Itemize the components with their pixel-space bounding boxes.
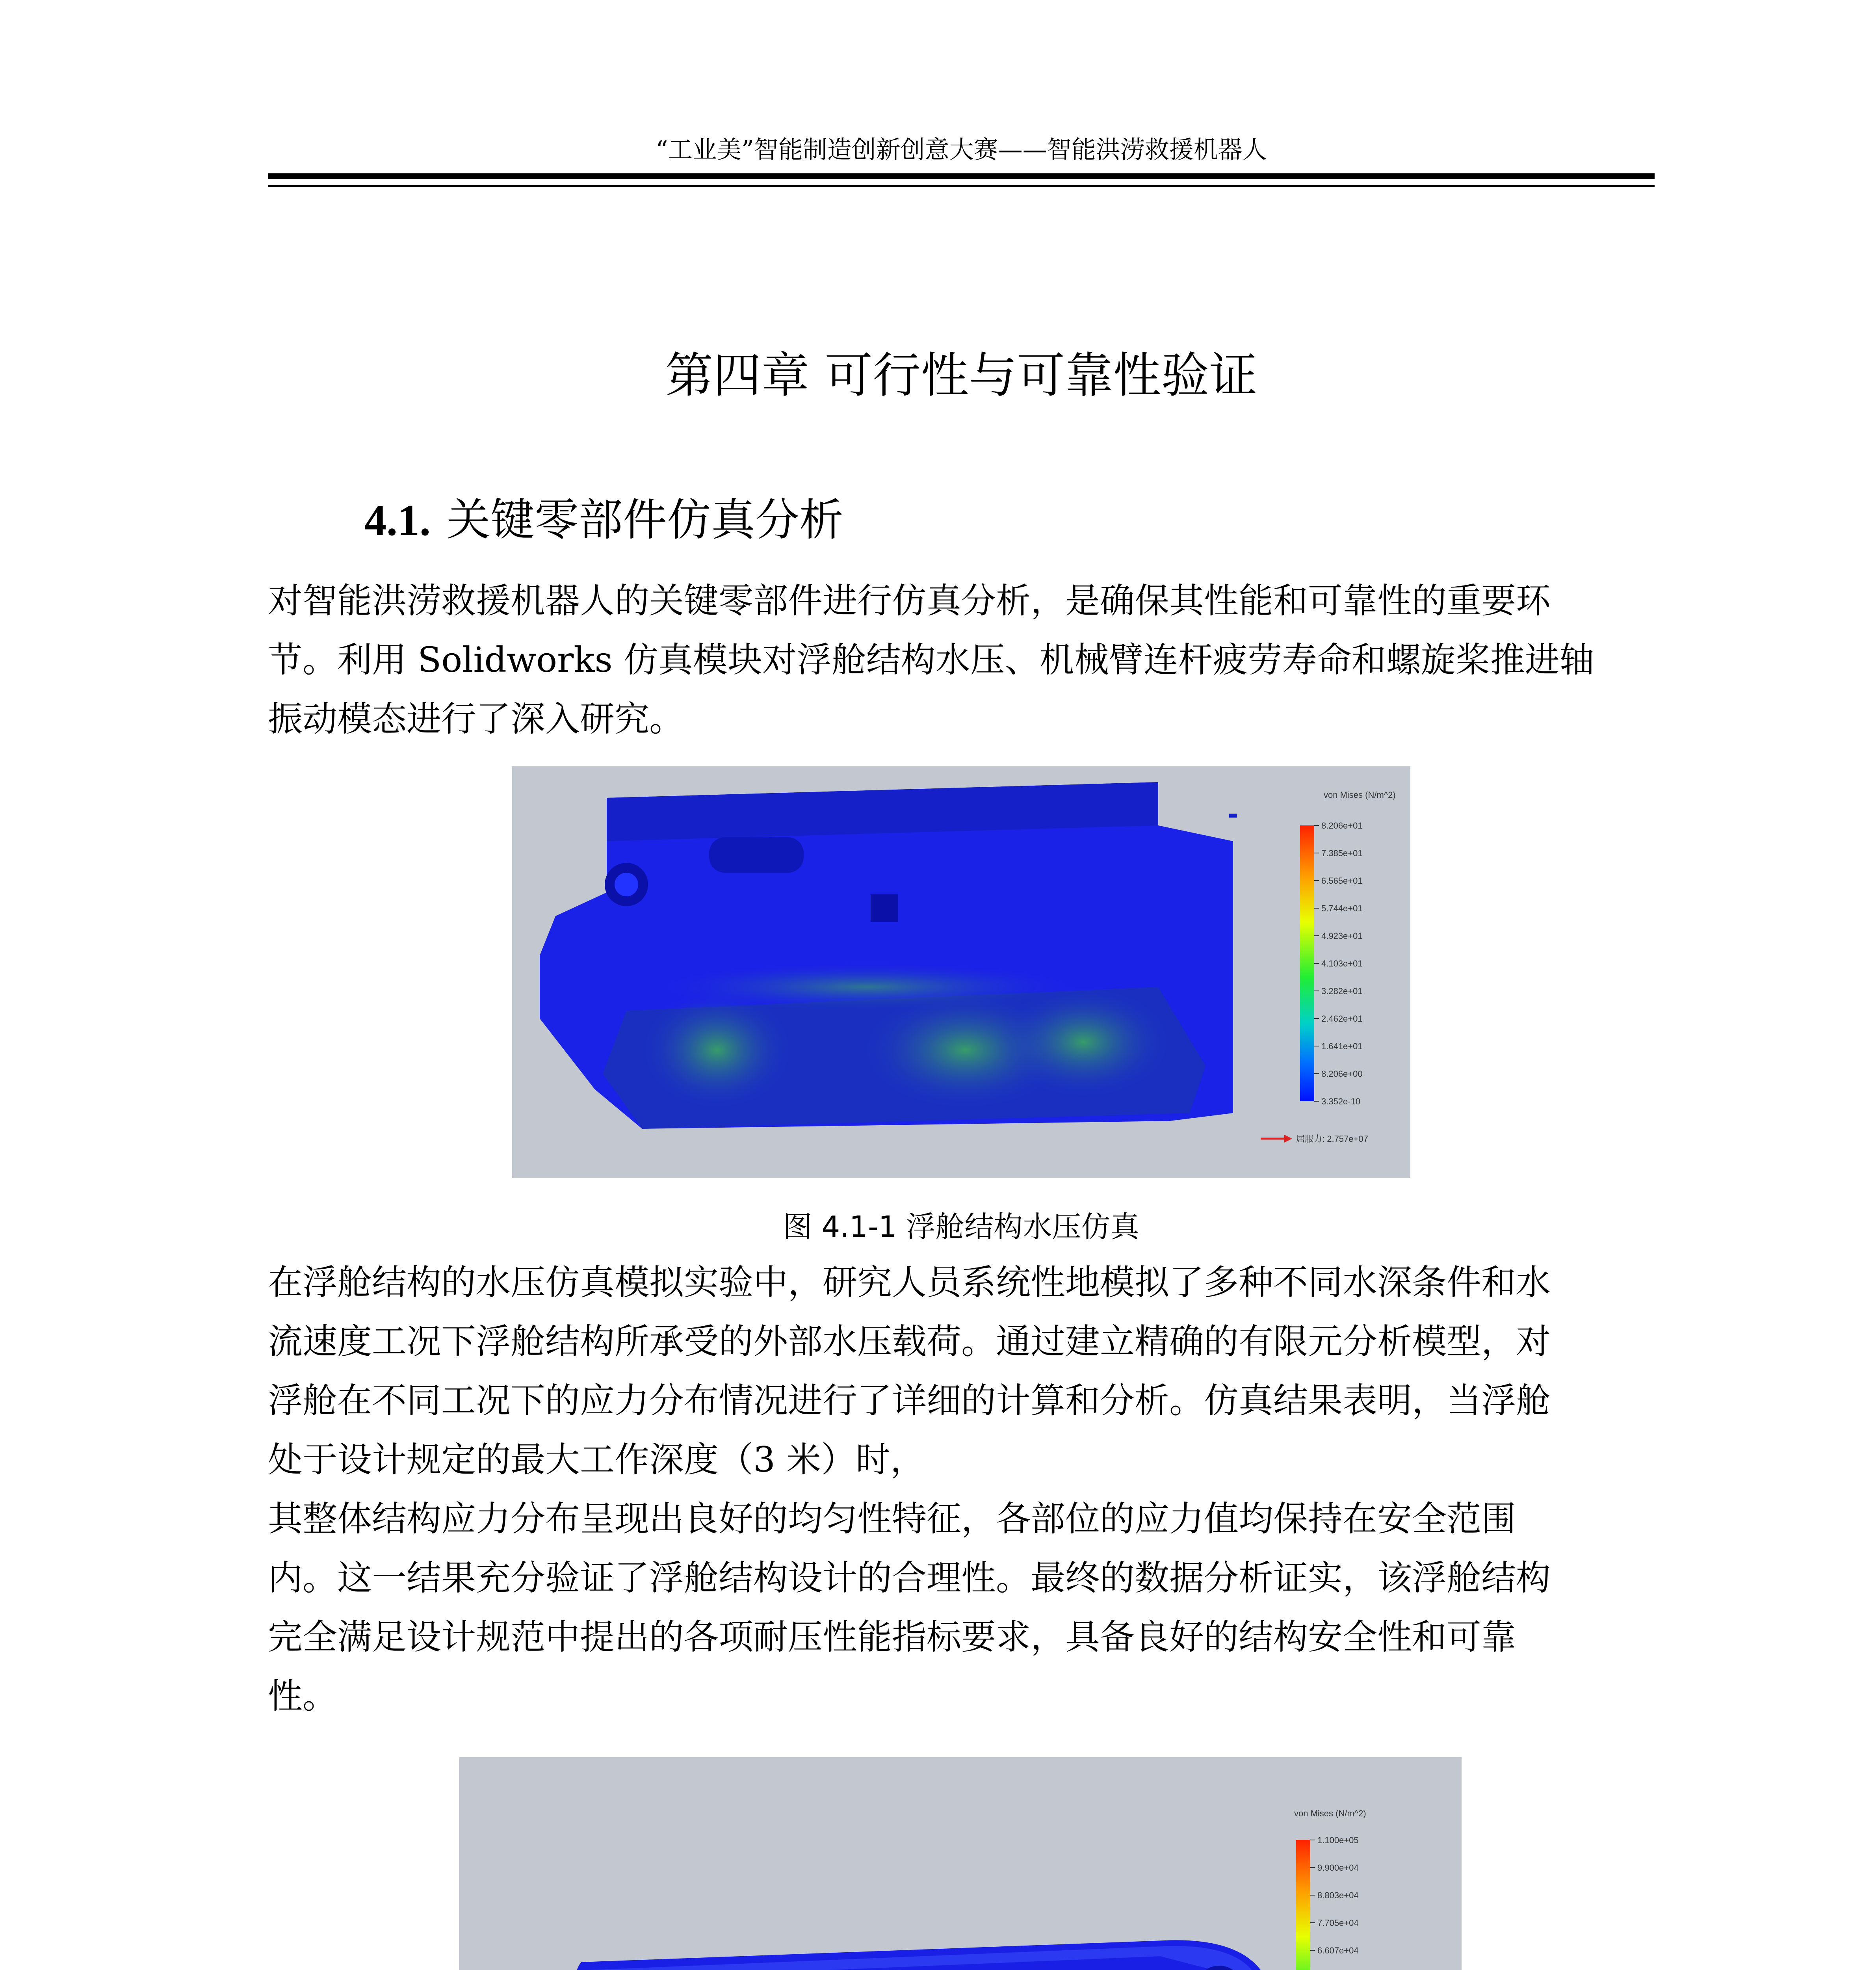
legend-value: 2.462e+01: [1321, 1014, 1363, 1024]
legend-value: 6.607e+04: [1317, 1946, 1359, 1955]
figure1-caption: 图 4.1-1 浮舱结构水压仿真: [783, 1210, 1140, 1244]
section-title: 关键零部件仿真分析: [446, 494, 843, 546]
legend-values: [1310, 1835, 1359, 1970]
paragraph-2: [268, 1253, 1655, 1489]
text-line: 内。这一结果充分验证了浮舱结构设计的合理性。最终的数据分析证实，该浮舱结构: [268, 1557, 1551, 1598]
text-line: 完全满足设计规范中提出的各项耐压性能指标要求，具备良好的结构安全性和可靠: [268, 1617, 1516, 1657]
legend-color-bar: [1300, 825, 1314, 1101]
legend-value: 8.206e+00: [1321, 1069, 1363, 1079]
legend-value: 5.744e+01: [1321, 903, 1363, 913]
legend-value: 3.352e-10: [1321, 1097, 1361, 1106]
legend-values: [1314, 821, 1363, 1106]
yield-label: 屈服力: 2.757e+07: [1296, 1134, 1368, 1144]
figure-float-chamber-simulation: [512, 766, 1410, 1178]
legend-value: 8.803e+04: [1317, 1890, 1359, 1900]
legend-value: 3.282e+01: [1321, 986, 1363, 996]
text-line: 性。: [268, 1676, 338, 1716]
text-line: 其整体结构应力分布呈现出良好的均匀性特征，各部位的应力值均保持在安全范围: [268, 1498, 1516, 1539]
text-line: 处于设计规定的最大工作深度（3 米）时，: [268, 1439, 925, 1480]
text-line: 节。利用 Solidworks 仿真模块对浮舱结构水压、机械臂连杆疲劳寿命和螺旋桨推进轴: [268, 639, 1594, 680]
paragraph-3: [268, 1489, 1655, 1726]
header-rule-thin: [268, 185, 1655, 187]
text-line: 在浮舱结构的水压仿真模拟实验中，研究人员系统性地模拟了多种不同水深条件和水: [268, 1262, 1551, 1303]
text-line: 浮舱在不同工况下的应力分布情况进行了详细的计算和分析。仿真结果表明，当浮舱: [268, 1380, 1551, 1421]
legend-color-bar: [1296, 1840, 1310, 1970]
header-title: “工业美”智能制造创新创意大赛——智能洪涝救援机器人: [656, 135, 1267, 164]
legend-value: 6.565e+01: [1321, 876, 1363, 886]
legend-value: 7.705e+04: [1317, 1918, 1359, 1928]
text-line: 流速度工况下浮舱结构所承受的外部水压载荷。通过建立精确的有限元分析模型，对: [268, 1321, 1551, 1362]
figure-arm-link-simulation: [459, 1757, 1462, 1970]
float-chamber-render: [512, 766, 1410, 1178]
intro-paragraph: [268, 571, 1655, 749]
legend-value: 4.923e+01: [1321, 931, 1363, 941]
legend-value: 1.641e+01: [1321, 1041, 1363, 1051]
legend-value: 7.385e+01: [1321, 848, 1363, 858]
arm-link-render: [459, 1757, 1462, 1970]
legend-title: von Mises (N/m^2): [1294, 1808, 1366, 1818]
text-line: 振动模态进行了深入研究。: [268, 699, 684, 739]
legend-title: von Mises (N/m^2): [1324, 790, 1396, 800]
legend-value: 9.900e+04: [1317, 1863, 1359, 1873]
legend-value: 8.206e+01: [1321, 821, 1363, 831]
text-line: 对智能洪涝救援机器人的关键零部件进行仿真分析，是确保其性能和可靠性的重要环: [268, 580, 1551, 621]
chapter-title: 第四章 可行性与可靠性验证: [665, 348, 1257, 403]
header-rule-thick: [268, 173, 1655, 179]
section-number: 4.1.: [364, 496, 431, 545]
legend-value: 4.103e+01: [1321, 959, 1363, 968]
legend-value: 1.100e+05: [1317, 1835, 1359, 1845]
section-heading: [364, 485, 843, 548]
